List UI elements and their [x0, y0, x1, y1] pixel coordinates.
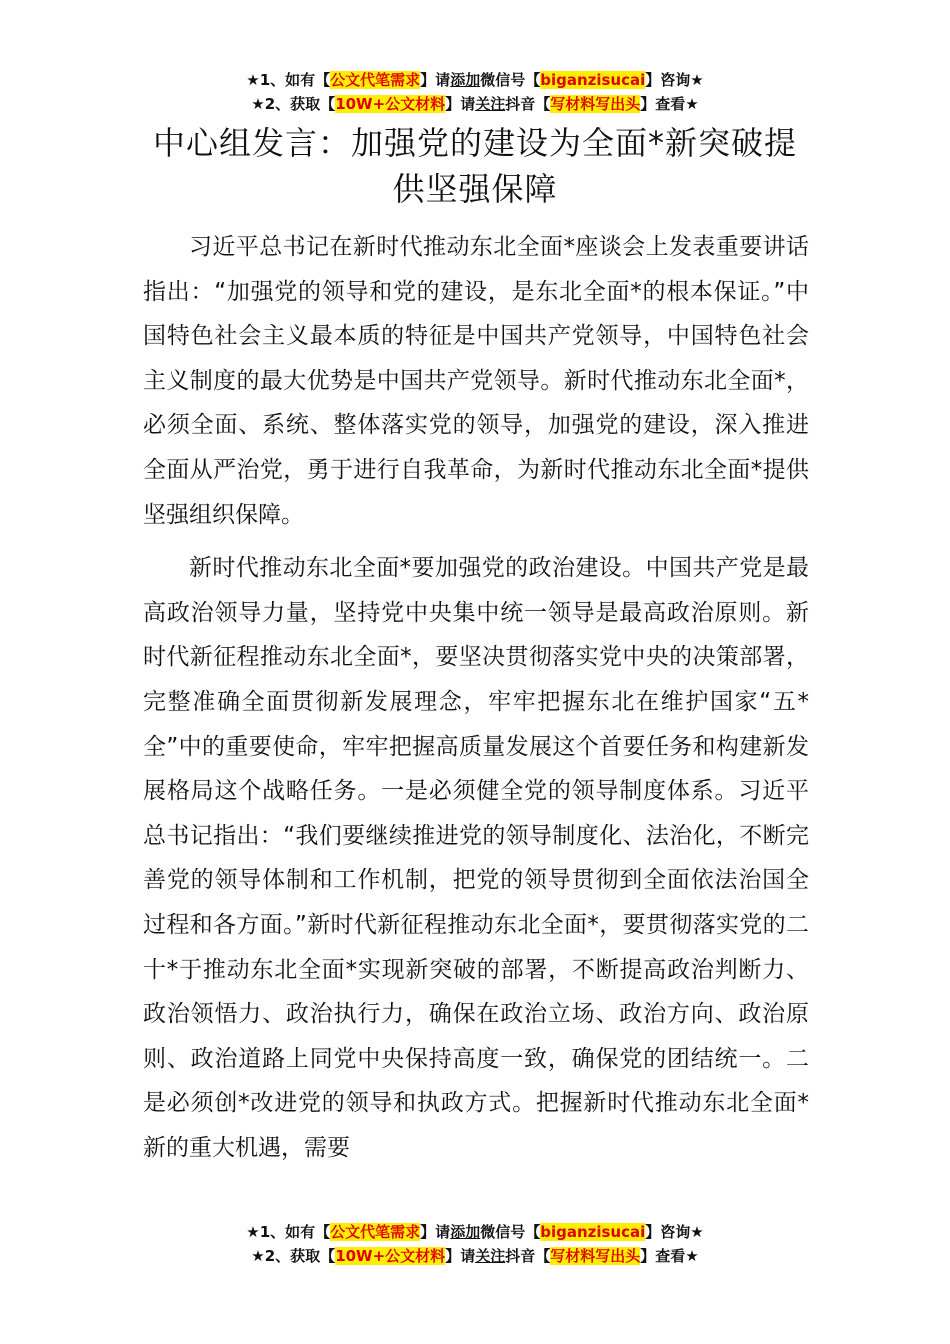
promo-text: 抖音【	[505, 1247, 551, 1265]
promo-emphasis: 关注	[475, 95, 506, 113]
promo-highlight: biganzisucai	[540, 1223, 646, 1241]
document-body	[143, 225, 809, 1179]
promo-text: 】请	[445, 95, 476, 113]
promo-text: ★2、获取【	[251, 95, 336, 113]
promo-highlight: 写材料写出头	[550, 95, 641, 113]
promo-banner-bottom	[0, 1220, 950, 1268]
promo-text: ★1、如有【	[246, 1223, 331, 1241]
document-title: 中心组发言：加强党的建设为全面*新突破提供坚强保障	[152, 124, 797, 208]
promo-line-2	[0, 1244, 950, 1268]
paragraph: 习近平总书记在新时代推动东北全面*座谈会上发表重要讲话指出：“加强党的领导和党的建设，是东北全面*的根本保证。”中国特色社会主义最本质的特征是中国共产党领导，中国特色社会主义制度的最大优势是中国共产党领导。新时代推动东北全面*，必须全面、系统、整体落实党的领导，加强党的建设，深入推进全面从严治党，勇于进行自我革命，为新时代推动东北全面*提供坚强组织保障。	[143, 234, 809, 528]
promo-line-1	[0, 1220, 950, 1244]
promo-highlight: biganzisucai	[540, 71, 646, 89]
promo-text: 】请	[420, 71, 451, 89]
promo-text: 】查看★	[640, 1247, 699, 1265]
promo-highlight: 公文代笔需求	[330, 71, 421, 89]
promo-text: 】查看★	[640, 95, 699, 113]
promo-emphasis: 添加	[450, 71, 481, 89]
promo-highlight: 写材料写出头	[550, 1247, 641, 1265]
promo-line-2	[0, 92, 950, 116]
promo-text: 】请	[420, 1223, 451, 1241]
promo-text: 微信号【	[480, 71, 541, 89]
promo-highlight: 10W+公文材料	[335, 1247, 446, 1265]
promo-text: 】请	[445, 1247, 476, 1265]
promo-banner-top	[0, 68, 950, 116]
promo-emphasis: 关注	[475, 1247, 506, 1265]
promo-text: 微信号【	[480, 1223, 541, 1241]
paragraph: 新时代推动东北全面*要加强党的政治建设。中国共产党是最高政治领导力量，坚持党中央集中统一领导是最高政治原则。新时代新征程推动东北全面*，要坚决贯彻落实党中央的决策部署，完整准确全面贯彻新发展理念，牢牢把握东北在维护国家“五*全”中的重要使命，牢牢把握高质量发展这个首要任务和构建新发展格局这个战略任务。一是必须健全党的领导制度体系。习近平总书记指出：“我们要继续推进党的领导制度化、法治化，不断完善党的领导体制和工作机制，把党的领导贯彻到全面依法治国全过程和各方面。”新时代新征程推动东北全面*，要贯彻落实党的二十*于推动东北全面*实现新突破的部署，不断提高政治判断力、政治领悟力、政治执行力，确保在政治立场、政治方向、政治原则、政治道路上同党中央保持高度一致，确保党的团结统一。二是必须创*改进党的领导和执政方式。把握新时代推动东北全面*新的重大机遇，需要	[143, 555, 809, 1161]
promo-text: 】咨询★	[645, 71, 704, 89]
promo-text: 】咨询★	[645, 1223, 704, 1241]
promo-highlight: 10W+公文材料	[335, 95, 446, 113]
promo-text: ★2、获取【	[251, 1247, 336, 1265]
promo-text: ★1、如有【	[246, 71, 331, 89]
promo-emphasis: 添加	[450, 1223, 481, 1241]
promo-highlight: 公文代笔需求	[330, 1223, 421, 1241]
promo-line-1	[0, 68, 950, 92]
promo-text: 抖音【	[505, 95, 551, 113]
